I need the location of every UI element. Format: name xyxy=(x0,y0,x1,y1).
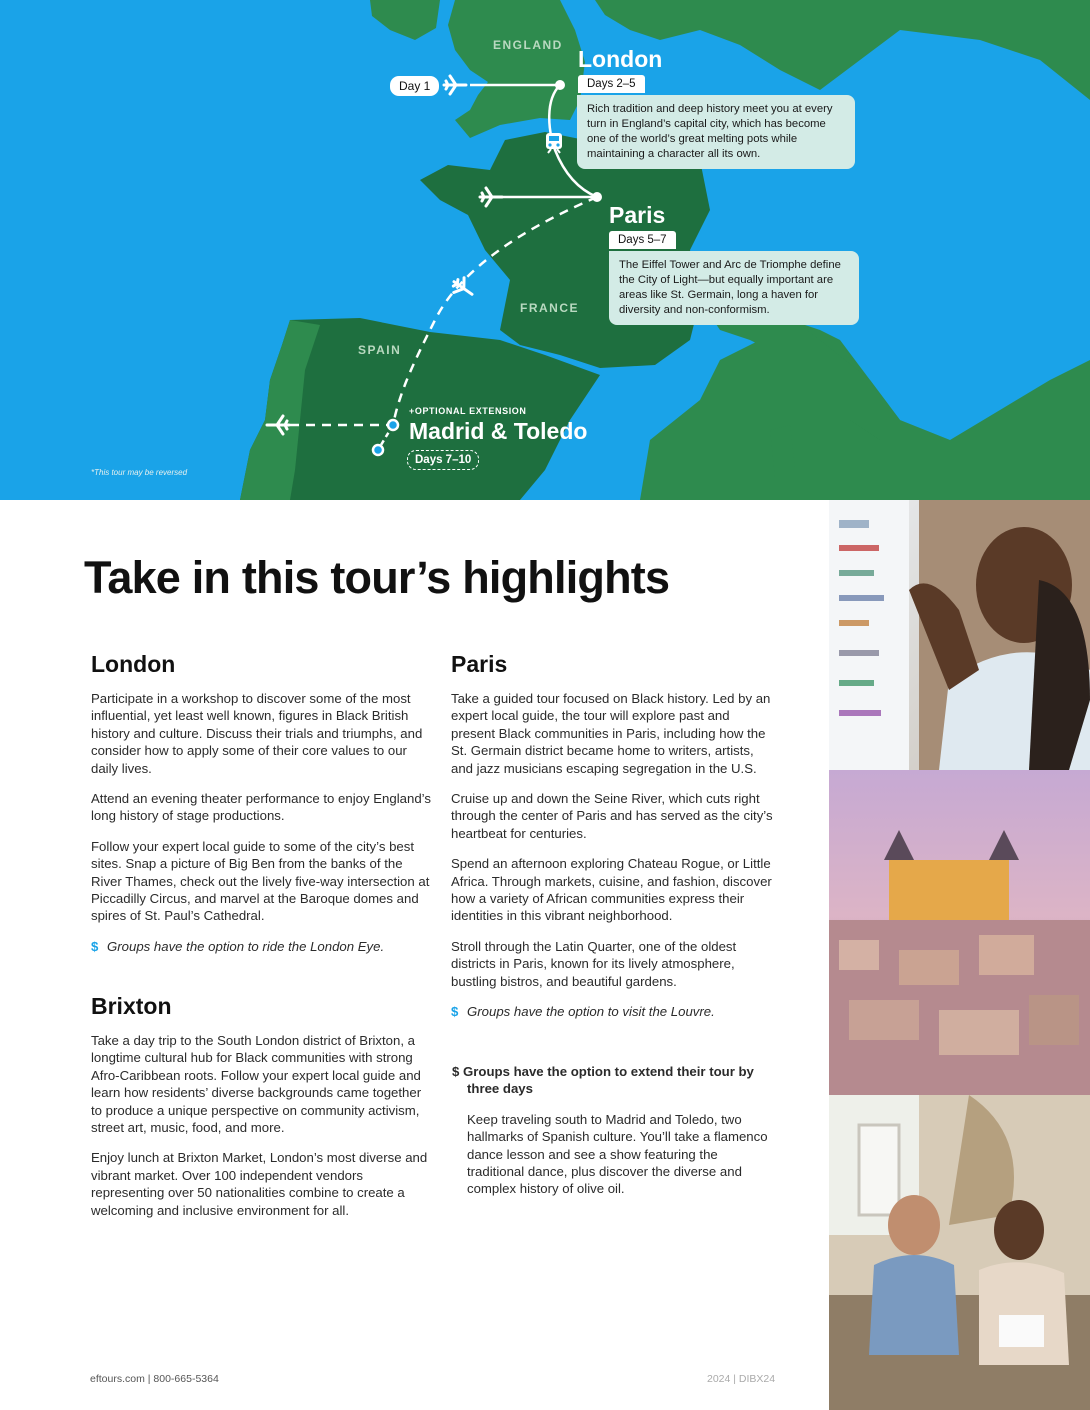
section-brixton xyxy=(91,993,431,1232)
london-info-box: Rich tradition and deep history meet you at every turn in England’s capital city, which has become one of the world’s great melting pots while maintaining a character all its own. xyxy=(577,95,855,169)
footer-contact: eftours.com | 800-665-5364 xyxy=(90,1373,219,1385)
city-name-paris: Paris xyxy=(609,202,666,228)
footer-code: 2024 | DIBX24 xyxy=(707,1373,776,1385)
section-london xyxy=(91,651,431,968)
paris-optional-note xyxy=(451,1003,773,1020)
paris-paragraph: Spend an afternoon exploring Chateau Rogue, or Little Africa. Through markets, cuisine, and fashion, discover how a variety of African communities express their identities in this vibrant neighborhood. xyxy=(451,856,772,924)
paris-note-text: Groups have the option to visit the Louvre. xyxy=(467,1004,715,1020)
extension-text: Keep traveling south to Madrid and Toledo, two hallmarks of Spanish culture. You’ll take a flamenco dance lesson and see a show featuring the traditional dance, plus discover the diverse and complex history of olive oil. xyxy=(467,1111,768,1197)
extension-title-text: Groups have the option to extend their tour by three days xyxy=(463,1064,754,1097)
tour-route-map xyxy=(0,0,1090,500)
london-paragraph: Participate in a workshop to discover some of the most influential, yet least well known, figures in Black British history and culture. Discuss their trials and triumphs, and consider how to apply some of their core values to our daily lives. xyxy=(91,691,423,776)
extension-title xyxy=(452,1063,772,1098)
london-paragraph: Attend an evening theater performance to enjoy England’s long history of stage productions. xyxy=(91,791,431,824)
page-title: Take in this tour’s highlights xyxy=(84,552,670,603)
airplane-icon xyxy=(478,185,504,209)
paris-paragraph: Cruise up and down the Seine River, which cuts right through the center of Paris and has served as the city’s heartbeat for centuries. xyxy=(451,791,773,841)
dollar-icon: $ xyxy=(91,938,99,954)
dollar-icon: $ xyxy=(451,1004,459,1020)
airplane-icon xyxy=(265,413,291,437)
section-paris xyxy=(451,651,773,1034)
paris-days-tag: Days 5–7 xyxy=(609,231,676,249)
brixton-paragraph: Take a day trip to the South London district of Brixton, a longtime cultural hub for Black communities with strong Afro-Caribbean roots. Follow your expert local guide and learn how residents’ diverse backgrounds came together to produce a unique perspective on community activism, street art, music, food, and more. xyxy=(91,1033,422,1136)
photo-students-reading xyxy=(829,1095,1090,1410)
optional-extension-label: +OPTIONAL EXTENSION xyxy=(409,406,527,416)
country-label-france: FRANCE xyxy=(520,301,579,315)
photo-guide-pointing xyxy=(829,500,1090,770)
paris-paragraph: Stroll through the Latin Quarter, one of the oldest districts in Paris, known for its lively atmosphere, bustling bistros, and beautiful gardens. xyxy=(451,938,737,989)
country-label-england: ENGLAND xyxy=(493,38,563,52)
paris-info-box: The Eiffel Tower and Arc de Triomphe define the City of Light—but equally important are areas like St. Germain, long a haven for diversity and non-conformism. xyxy=(609,251,859,325)
dollar-icon: $ xyxy=(452,1064,460,1079)
photo-toledo-skyline xyxy=(829,770,1090,1095)
madrid-days-tag: Days 7–10 xyxy=(407,450,479,470)
london-paragraph: Follow your expert local guide to some of the city’s best sites. Snap a picture of Big Ben from the banks of the River Thames, check out the lively five-way intersection at Piccadilly Circus, and marvel at the Baroque domes and spires of St. Paul’s Cathedral. xyxy=(91,838,430,924)
brixton-paragraph: Enjoy lunch at Brixton Market, London’s most diverse and vibrant market. Over 100 independent vendors representing over 50 nationalities combine to create a welcoming and inclusive environment for all. xyxy=(91,1150,428,1218)
country-label-spain: SPAIN xyxy=(358,343,402,357)
section-heading-london: London xyxy=(91,651,176,677)
city-name-madrid-toledo: Madrid & Toledo xyxy=(409,418,588,444)
paris-paragraph: Take a guided tour focused on Black history. Led by an expert local guide, the tour will explore past and present Black communities in Paris, including how the St. Germain district became home to writers, artists, and jazz musicians escaping segregation in the U.S. xyxy=(451,691,771,776)
airplane-icon xyxy=(442,73,468,97)
london-optional-note xyxy=(91,938,431,955)
section-heading-paris: Paris xyxy=(451,651,508,677)
tour-reversed-note: *This tour may be reversed xyxy=(91,468,188,477)
london-days-tag: Days 2–5 xyxy=(578,75,645,93)
section-extension xyxy=(452,1063,772,1211)
train-icon xyxy=(543,131,565,155)
day1-label: Day 1 xyxy=(390,76,439,96)
city-name-london: London xyxy=(578,46,663,72)
london-note-text: Groups have the option to ride the London Eye. xyxy=(107,938,385,954)
section-heading-brixton: Brixton xyxy=(91,993,172,1019)
